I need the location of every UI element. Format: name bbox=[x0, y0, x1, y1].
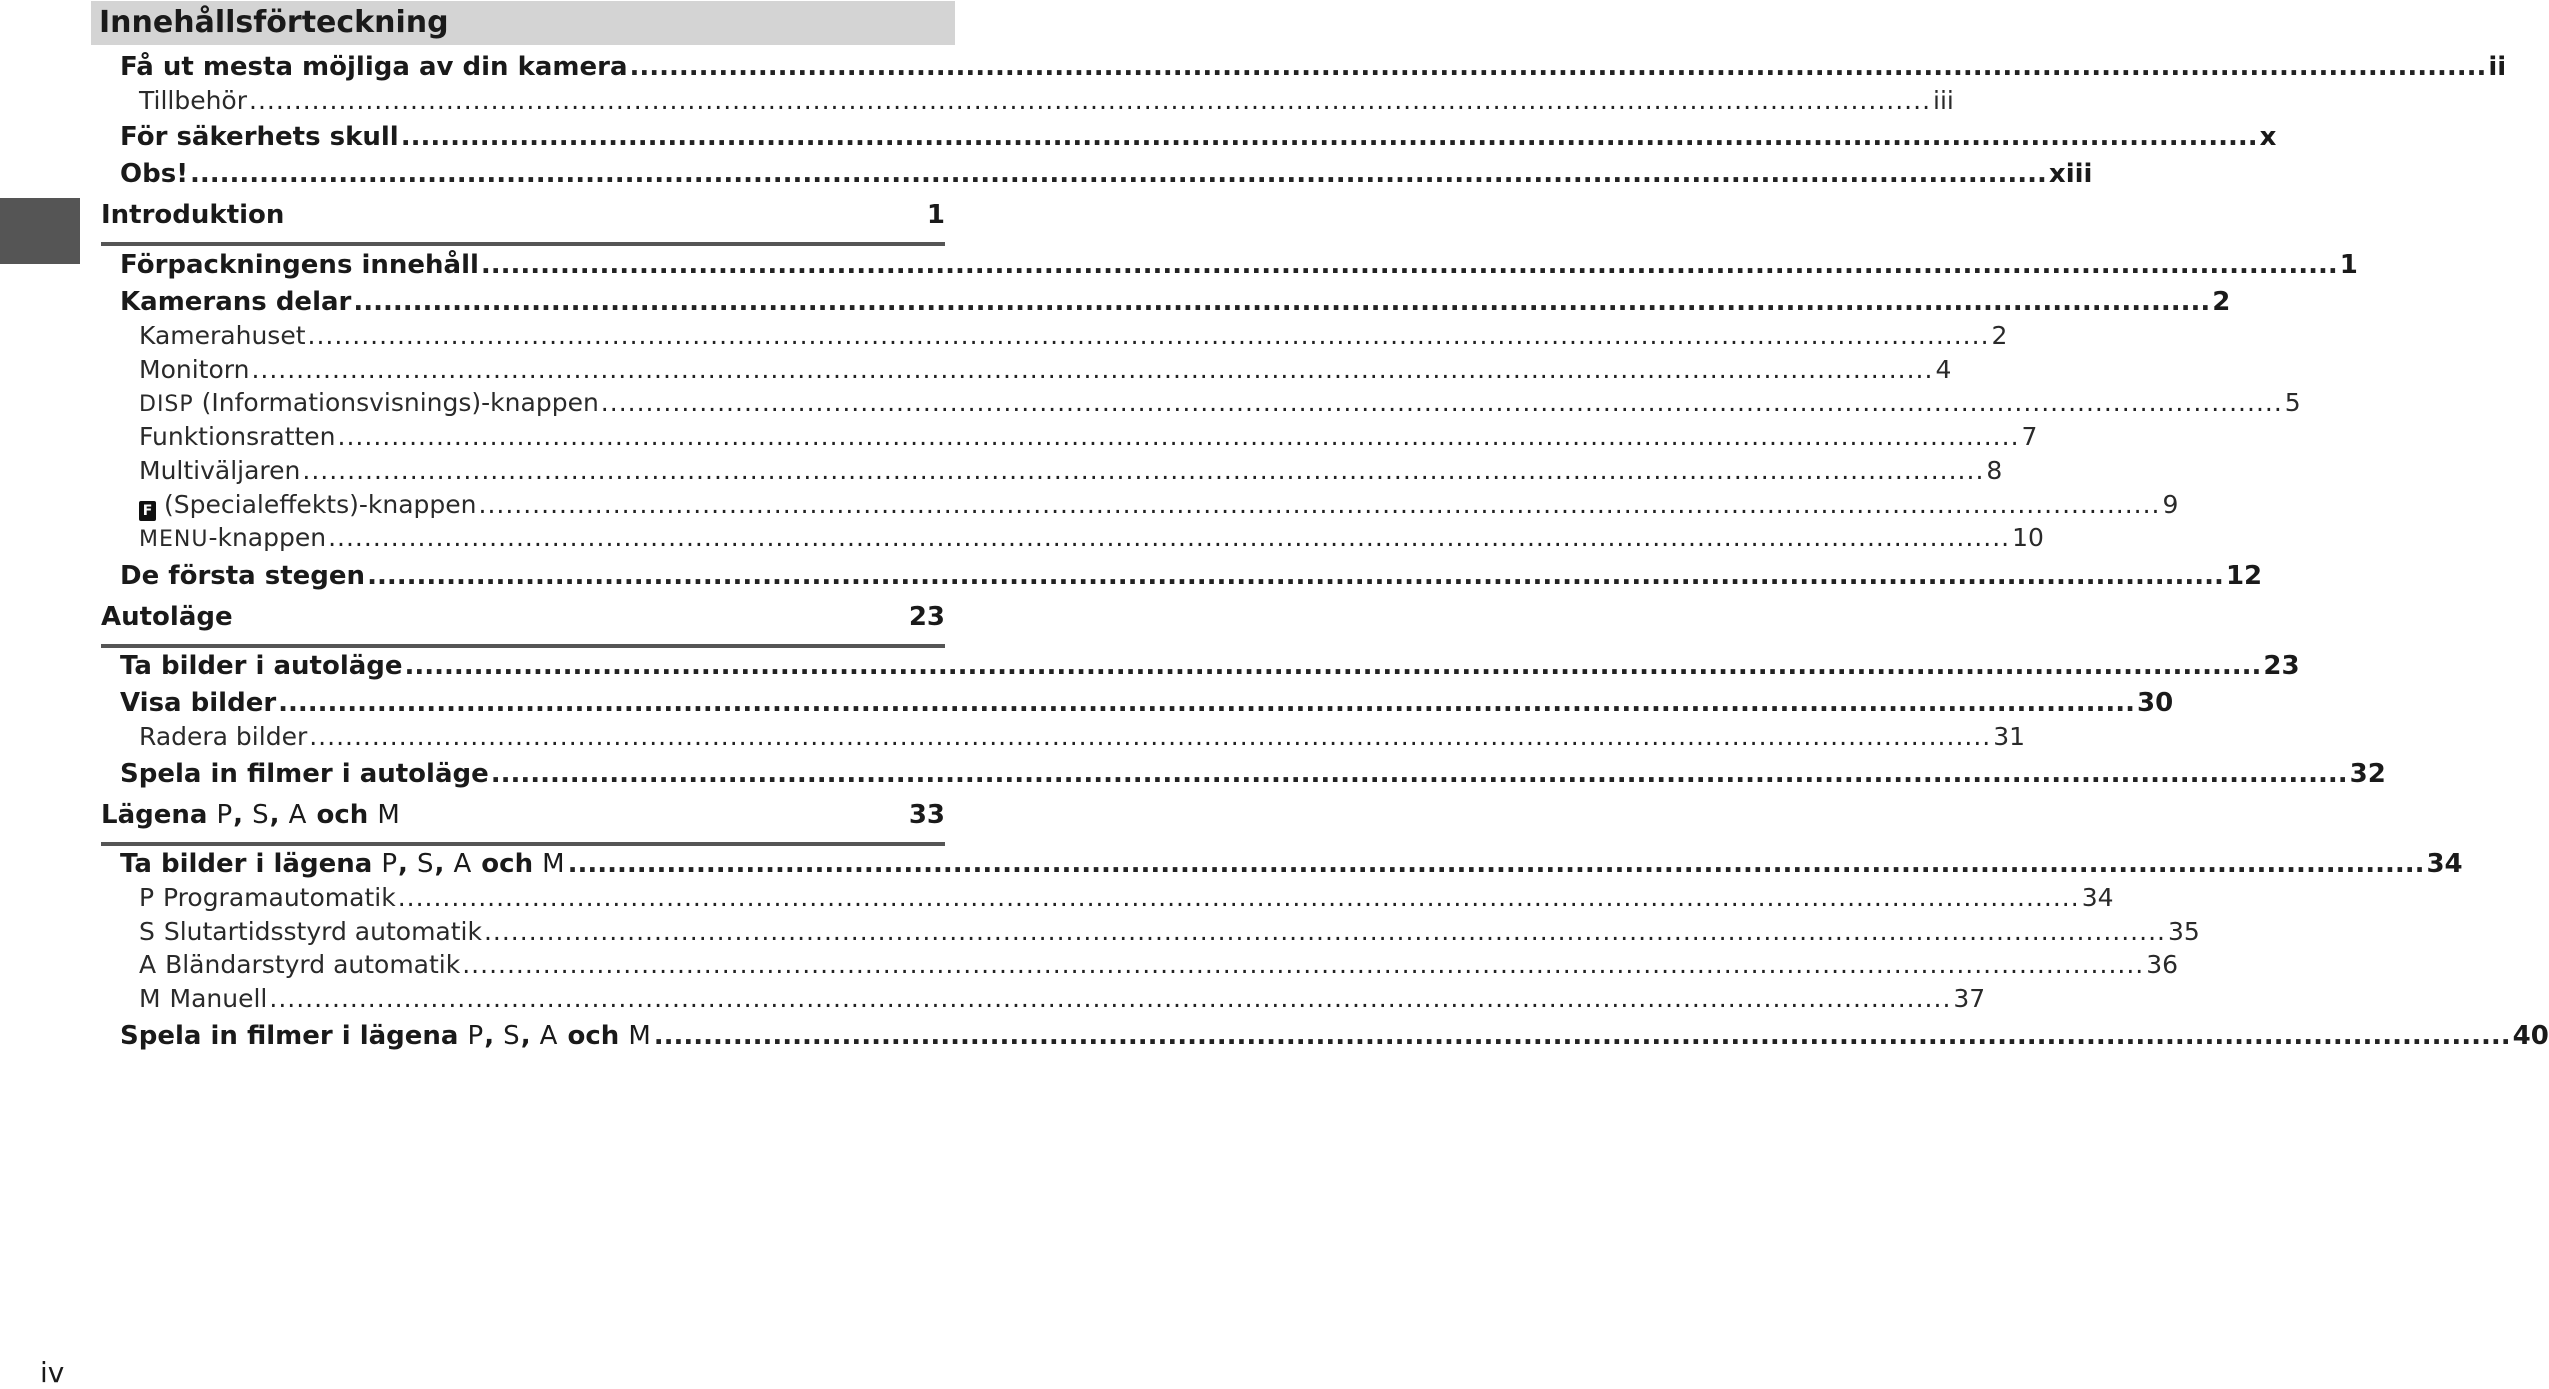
toc-leader: ............................................................................................................................................................................................ bbox=[490, 759, 2348, 789]
toc-entry-title bbox=[120, 1021, 652, 1051]
chapter-title bbox=[101, 800, 401, 830]
toc-entry-page: 9 bbox=[2162, 490, 2179, 519]
toc-entry-title: Kamerans delar bbox=[120, 287, 352, 317]
toc-entry-title: Obs! bbox=[120, 159, 189, 189]
toc-leader: ............................................................................................................................................................................................ bbox=[309, 722, 1992, 751]
toc-entry-title bbox=[139, 917, 482, 946]
toc-entry-title: Få ut mesta möjliga av din kamera bbox=[120, 52, 628, 82]
toc-entry[interactable] bbox=[120, 561, 2263, 595]
chapter-page: 1 bbox=[926, 200, 945, 230]
toc-leader: ............................................................................................................................................................................................ bbox=[302, 456, 1985, 485]
toc-leader: ............................................................................................................................................................................................ bbox=[367, 561, 2224, 591]
toc-entry-title: Kamerahuset bbox=[139, 321, 306, 350]
toc-entry-title-text: (Informationsvisnings)-knappen bbox=[201, 388, 599, 417]
mode-s-icon: S bbox=[252, 800, 270, 830]
mode-m-icon: M bbox=[542, 849, 566, 879]
toc-entry-page: 30 bbox=[2137, 688, 2174, 718]
toc-leader: ............................................................................................................................................................................................ bbox=[404, 651, 2262, 681]
toc-entry-page: 35 bbox=[2167, 917, 2200, 946]
toc-leader: ............................................................................................................................................................................................ bbox=[328, 523, 2011, 552]
toc-entry-title-text: -knappen bbox=[208, 523, 327, 552]
toc-entry[interactable] bbox=[139, 984, 1986, 1018]
toc-leader: ............................................................................................................................................................................................ bbox=[251, 355, 1934, 384]
toc-entry-title: Spela in filmer i autoläge bbox=[120, 759, 489, 789]
toc-entry-page: 2 bbox=[1991, 321, 2008, 350]
disp-button-icon: DISP bbox=[139, 392, 194, 417]
mode-p-icon: P bbox=[216, 800, 234, 830]
toc-entry-title: Tillbehör bbox=[139, 86, 248, 115]
toc-entry[interactable] bbox=[120, 250, 2358, 284]
toc-entry-page: 1 bbox=[2339, 250, 2358, 280]
toc-entry-page: 34 bbox=[2081, 883, 2114, 912]
conjunction: och bbox=[316, 800, 369, 830]
separator: , bbox=[398, 849, 408, 879]
toc-leader: ............................................................................................................................................................................................ bbox=[307, 321, 1990, 350]
toc-entry-title bbox=[120, 849, 566, 879]
mode-s-icon: S bbox=[416, 849, 435, 879]
toc-entry[interactable] bbox=[120, 759, 2386, 793]
toc-entry-title-text: (Specialeffekts)-knappen bbox=[164, 490, 477, 519]
toc-entry-page: 37 bbox=[1953, 984, 1986, 1013]
toc-entry-title bbox=[139, 388, 599, 417]
toc-entry-title bbox=[139, 950, 460, 979]
toc-entry-page: 40 bbox=[2512, 1021, 2549, 1051]
chapter-page: 33 bbox=[908, 800, 945, 830]
toc-leader: ............................................................................................................................................................................................ bbox=[462, 950, 2145, 979]
toc-entry-page: x bbox=[2259, 122, 2277, 152]
toc-entry[interactable] bbox=[139, 86, 1954, 120]
toc-entry-page: iii bbox=[1933, 86, 1954, 115]
toc-leader: ............................................................................................................................................................................................ bbox=[269, 984, 1952, 1013]
conjunction: och bbox=[481, 849, 534, 879]
toc-leader: ............................................................................................................................................................................................ bbox=[567, 849, 2425, 879]
toc-entry-title: Ta bilder i autoläge bbox=[120, 651, 403, 681]
toc-entry[interactable] bbox=[139, 523, 2044, 557]
toc-entry-title: För säkerhets skull bbox=[120, 122, 399, 152]
toc-entry-title: Visa bilder bbox=[120, 688, 277, 718]
toc-entry[interactable] bbox=[120, 52, 2507, 86]
chapter-heading-autolage[interactable] bbox=[101, 600, 945, 648]
toc-entry-page: 10 bbox=[2012, 523, 2044, 552]
toc-leader: ............................................................................................................................................................................................ bbox=[629, 52, 2487, 82]
toc-leader: ............................................................................................................................................................................................ bbox=[400, 122, 2258, 152]
toc-entry[interactable] bbox=[120, 122, 2277, 156]
toc-leader: ............................................................................................................................................................................................ bbox=[337, 422, 2020, 451]
toc-entry-title: Funktionsratten bbox=[139, 422, 336, 451]
special-effects-button-icon: F bbox=[139, 501, 156, 521]
toc-entry[interactable] bbox=[120, 651, 2300, 685]
toc-entry-title bbox=[139, 523, 326, 552]
mode-a-icon: A bbox=[288, 800, 308, 830]
toc-entry-page: ii bbox=[2488, 52, 2507, 82]
toc-entry-title: Multiväljaren bbox=[139, 456, 301, 485]
toc-entry-page: 36 bbox=[2146, 950, 2179, 979]
mode-a-icon: A bbox=[453, 849, 473, 879]
conjunction: och bbox=[567, 1021, 620, 1051]
mode-s-icon: S bbox=[139, 917, 156, 946]
toc-entry-title bbox=[139, 984, 267, 1013]
toc-entry[interactable] bbox=[139, 722, 2026, 756]
toc-entry-page: 7 bbox=[2021, 422, 2038, 451]
toc-entry-title-text: Manuell bbox=[169, 984, 268, 1013]
separator: , bbox=[434, 849, 445, 879]
mode-p-icon: P bbox=[467, 1021, 485, 1051]
toc-entry-title-text: Programautomatik bbox=[163, 883, 396, 912]
toc-entry-page: 23 bbox=[2263, 651, 2300, 681]
toc-entry-title-text: Slutartidsstyrd automatik bbox=[163, 917, 482, 946]
toc-entry[interactable] bbox=[139, 321, 2008, 355]
page-number: iv bbox=[40, 1356, 65, 1389]
toc-entry-title bbox=[139, 490, 477, 521]
mode-m-icon: M bbox=[628, 1021, 652, 1051]
toc-entry[interactable] bbox=[139, 883, 2114, 917]
toc-entry[interactable] bbox=[120, 849, 2463, 883]
toc-leader: ............................................................................................................................................................................................ bbox=[478, 490, 2161, 519]
toc-leader: ............................................................................................................................................................................................ bbox=[480, 250, 2338, 280]
mode-a-icon: A bbox=[539, 1021, 559, 1051]
page-title: Innehållsförteckning bbox=[99, 5, 449, 40]
toc-entry-page: 4 bbox=[1935, 355, 1952, 384]
separator: , bbox=[520, 1021, 531, 1051]
toc-entry[interactable] bbox=[139, 490, 2179, 524]
toc-entry-title: Radera bilder bbox=[139, 722, 308, 751]
toc-entry[interactable] bbox=[120, 1021, 2549, 1055]
toc-entry[interactable] bbox=[139, 422, 2038, 456]
toc-entry-page: 32 bbox=[2349, 759, 2386, 789]
toc-entry-title: Förpackningens innehåll bbox=[120, 250, 479, 280]
toc-leader: ............................................................................................................................................................................................ bbox=[278, 688, 2136, 718]
separator: , bbox=[233, 800, 244, 830]
chapter-heading-psam[interactable] bbox=[101, 798, 945, 846]
toc-entry-title: Monitorn bbox=[139, 355, 250, 384]
chapter-title: Introduktion bbox=[101, 200, 285, 230]
toc-leader: ............................................................................................................................................................................................ bbox=[653, 1021, 2511, 1051]
toc-entry[interactable] bbox=[139, 917, 2200, 951]
separator: , bbox=[484, 1021, 495, 1051]
mode-s-icon: S bbox=[503, 1021, 521, 1051]
toc-entry[interactable] bbox=[120, 287, 2231, 321]
chapter-title: Autoläge bbox=[101, 602, 233, 632]
toc-entry-title: De första stegen bbox=[120, 561, 366, 591]
toc-leader: ............................................................................................................................................................................................ bbox=[397, 883, 2080, 912]
mode-m-icon: M bbox=[139, 984, 162, 1013]
chapter-title-text: Lägena bbox=[101, 800, 208, 830]
toc-entry-page: 12 bbox=[2225, 561, 2263, 591]
mode-m-icon: M bbox=[377, 800, 401, 830]
toc-entry-page: xiii bbox=[2048, 159, 2093, 189]
toc-entry[interactable] bbox=[139, 950, 2179, 984]
toc-leader: ............................................................................................................................................................................................ bbox=[249, 86, 1932, 115]
toc-entry-page: 8 bbox=[1986, 456, 2003, 485]
toc-leader: ............................................................................................................................................................................................ bbox=[600, 388, 2283, 417]
toc-entry-title-text: Ta bilder i lägena bbox=[120, 849, 373, 879]
toc-entry[interactable] bbox=[139, 355, 1952, 389]
toc-entry-page: 5 bbox=[2284, 388, 2301, 417]
toc-entry[interactable] bbox=[120, 159, 2093, 193]
toc-entry-title bbox=[139, 883, 396, 912]
mode-p-icon: P bbox=[381, 849, 399, 879]
chapter-page: 23 bbox=[908, 602, 945, 632]
chapter-heading-introduktion[interactable] bbox=[101, 198, 945, 246]
mode-p-icon: P bbox=[139, 883, 156, 912]
toc-entry-page: 34 bbox=[2426, 849, 2463, 879]
toc-entry-page: 2 bbox=[2212, 287, 2231, 317]
menu-button-icon: MENU bbox=[139, 527, 209, 552]
toc-entry[interactable] bbox=[120, 688, 2174, 722]
toc-entry-title-text: Bländarstyrd automatik bbox=[165, 950, 461, 979]
mode-a-icon: A bbox=[139, 950, 158, 979]
toc-leader: ............................................................................................................................................................................................ bbox=[353, 287, 2211, 317]
toc-entry[interactable] bbox=[139, 456, 2003, 490]
toc-entry[interactable] bbox=[139, 388, 2301, 422]
separator: , bbox=[269, 800, 280, 830]
toc-entry-title-text: Spela in filmer i lägena bbox=[120, 1021, 459, 1051]
toc-entry-page: 31 bbox=[1993, 722, 2026, 751]
toc-leader: ............................................................................................................................................................................................ bbox=[483, 917, 2166, 946]
toc-leader: ............................................................................................................................................................................................ bbox=[190, 159, 2047, 189]
